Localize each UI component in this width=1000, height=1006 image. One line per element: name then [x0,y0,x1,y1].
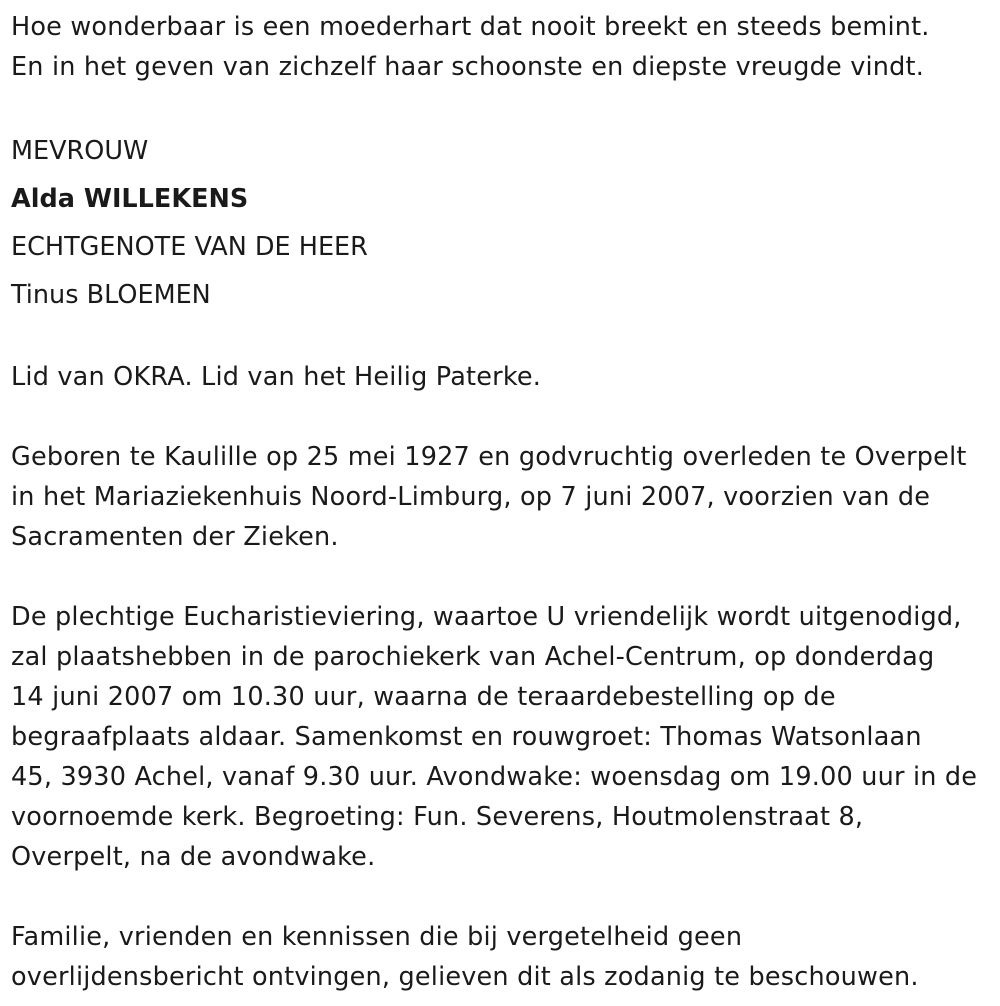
spacer [11,87,996,127]
paragraph-line: zal plaatshebben in de parochiekerk van Achel-Centrum, op donderdag [11,642,935,672]
poem [11,7,996,87]
deceased-name: Alda WILLEKENS [11,184,249,214]
poem-line: Hoe wonderbaar is een moederhart dat nooit breekt en steeds bemint. [11,12,930,42]
paragraph-line: overlijdensbericht ontvingen, gelieven dit als zodanig te beschouwen. [11,962,919,992]
paragraph-line: 45, 3930 Achel, vanaf 9.30 uur. Avondwake: woensdag om 19.00 uur in de [11,762,978,792]
spouse-name: Tinus BLOEMEN [11,280,211,310]
deceased-block [11,127,996,319]
ceremony-paragraph [11,597,996,877]
spacer [11,877,996,917]
paragraph-line: in het Mariaziekenhuis Noord-Limburg, op 7 juni 2007, voorzien van de [11,482,931,512]
paragraph-line: Sacramenten der Zieken. [11,522,339,552]
paragraph-line: Overpelt, na de avondwake. [11,842,376,872]
spacer [11,319,996,357]
paragraph-line: De plechtige Eucharistieviering, waartoe U vriendelijk wordt uitgenodigd, [11,602,962,632]
relation-label: ECHTGENOTE VAN DE HEER [11,232,368,262]
paragraph-line: Familie, vrienden en kennissen die bij vergetelheid geen [11,922,743,952]
obituary-document [11,7,996,997]
honorific: MEVROUW [11,136,149,166]
birth-death-paragraph [11,437,996,557]
closing-paragraph [11,917,996,997]
paragraph-line: begraafplaats aldaar. Samenkomst en rouwgroet: Thomas Watsonlaan [11,722,922,752]
spacer [11,557,996,597]
poem-line: En in het geven van zichzelf haar schoonste en diepste vreugde vindt. [11,52,925,82]
paragraph-line: voornoemde kerk. Begroeting: Fun. Severens, Houtmolenstraat 8, [11,802,864,832]
paragraph-line: 14 juni 2007 om 10.30 uur, waarna de teraardebestelling op de [11,682,836,712]
spacer [11,397,996,437]
paragraph-line: Geboren te Kaulille op 25 mei 1927 en godvruchtig overleden te Overpelt [11,442,967,472]
memberships: Lid van OKRA. Lid van het Heilig Paterke. [11,362,542,392]
